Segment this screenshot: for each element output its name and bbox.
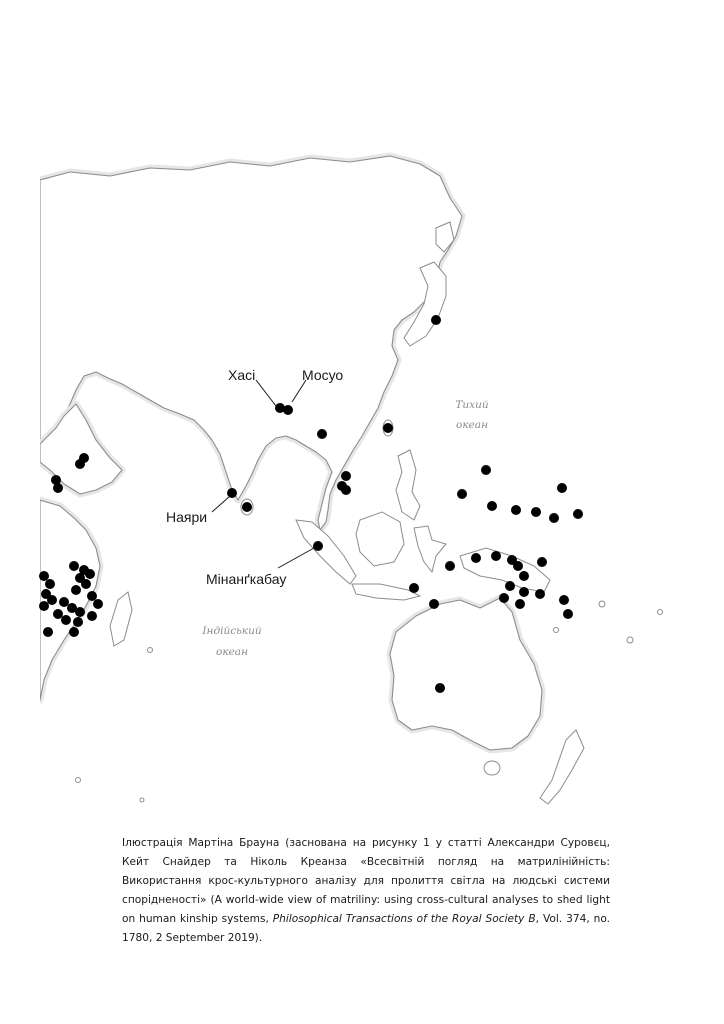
matriliny-marker bbox=[39, 571, 49, 581]
matriliny-marker bbox=[431, 315, 441, 325]
matriliny-marker bbox=[87, 611, 97, 621]
pacific-islands bbox=[76, 601, 663, 802]
matriliny-marker bbox=[557, 483, 567, 493]
matriliny-marker bbox=[435, 683, 445, 693]
matriliny-marker bbox=[75, 607, 85, 617]
matriliny-marker bbox=[45, 579, 55, 589]
matriliny-marker bbox=[242, 502, 252, 512]
matriliny-marker bbox=[85, 569, 95, 579]
matriliny-marker bbox=[73, 617, 83, 627]
matriliny-marker bbox=[537, 557, 547, 567]
matriliny-marker bbox=[69, 561, 79, 571]
matriliny-marker bbox=[515, 599, 525, 609]
matriliny-marker bbox=[47, 595, 57, 605]
matriliny-marker bbox=[487, 501, 497, 511]
label-nayar: Наяри bbox=[166, 509, 208, 525]
matriliny-marker bbox=[81, 579, 91, 589]
matriliny-marker bbox=[505, 581, 515, 591]
caption-text-2: , Vol. 374, no. 1780, 2 September 2019). bbox=[122, 913, 611, 944]
matriliny-marker bbox=[563, 609, 573, 619]
matriliny-marker bbox=[53, 609, 63, 619]
matriliny-marker bbox=[53, 483, 63, 493]
matriliny-marker bbox=[43, 627, 53, 637]
matriliny-marker bbox=[93, 599, 103, 609]
caption-journal: Philosophical Transactions of the Royal Society B bbox=[272, 913, 536, 925]
island-sumatra bbox=[296, 520, 356, 584]
matriliny-marker bbox=[513, 561, 523, 571]
island-new-zealand bbox=[540, 730, 584, 804]
matriliny-marker bbox=[39, 601, 49, 611]
matriliny-marker bbox=[481, 465, 491, 475]
island-borneo bbox=[356, 512, 404, 566]
matriliny-marker bbox=[445, 561, 455, 571]
matriliny-marker bbox=[519, 587, 529, 597]
leader-nayar bbox=[212, 496, 230, 512]
leader-minangkabau bbox=[278, 548, 314, 568]
matriliny-marker bbox=[471, 553, 481, 563]
label-pacific-1: Тихий bbox=[455, 399, 489, 411]
matriliny-marker bbox=[559, 595, 569, 605]
label-minangkabau: Мінанґкабау bbox=[206, 571, 287, 587]
matriliny-marker bbox=[457, 489, 467, 499]
label-indian-2: океан bbox=[216, 646, 248, 658]
matriliny-marker bbox=[429, 599, 439, 609]
matriliny-marker bbox=[499, 593, 509, 603]
island-sulawesi bbox=[414, 526, 446, 572]
matriliny-marker bbox=[59, 597, 69, 607]
landmass-australia bbox=[390, 598, 542, 750]
label-pacific-2: океан bbox=[456, 419, 488, 431]
island-philippines bbox=[396, 450, 420, 520]
matriliny-marker bbox=[283, 405, 293, 415]
matriliny-marker bbox=[227, 488, 237, 498]
matriliny-marker bbox=[87, 591, 97, 601]
caption-text-1: Ілюстрація Мартіна Брауна (заснована на рисунку 1 у статті Александри Суровєц, Кейт Снайдер та Ніколь Креанза «Всесвітній погляд на матрилінійність: Використання крос-культурного аналізу для пролиття світла на людські системи спорідненості» (A world-wide view of matriliny: using cross-cultural analyses to shed light on human kinship systems, bbox=[122, 837, 610, 925]
matriliny-marker bbox=[531, 507, 541, 517]
matriliny-marker bbox=[69, 627, 79, 637]
matriliny-marker bbox=[341, 471, 351, 481]
label-mosuo: Мосуо bbox=[302, 367, 344, 383]
matriliny-marker bbox=[519, 571, 529, 581]
figure-caption bbox=[122, 834, 610, 948]
matriliny-marker bbox=[383, 423, 393, 433]
matriliny-marker bbox=[313, 541, 323, 551]
matriliny-marker bbox=[535, 589, 545, 599]
matriliny-marker bbox=[75, 459, 85, 469]
matriliny-marker bbox=[549, 513, 559, 523]
island-madagascar bbox=[110, 592, 132, 646]
matriliny-marker bbox=[71, 585, 81, 595]
island-tasmania bbox=[484, 761, 500, 775]
matriliny-marker bbox=[511, 505, 521, 515]
matriliny-marker bbox=[409, 583, 419, 593]
matriliny-marker bbox=[573, 509, 583, 519]
label-indian-1: Індійський bbox=[202, 625, 262, 637]
label-khasi: Хасі bbox=[228, 367, 256, 383]
matriliny-marker bbox=[491, 551, 501, 561]
matriliny-marker bbox=[61, 615, 71, 625]
matriliny-marker bbox=[317, 429, 327, 439]
matriliny-marker bbox=[341, 485, 351, 495]
